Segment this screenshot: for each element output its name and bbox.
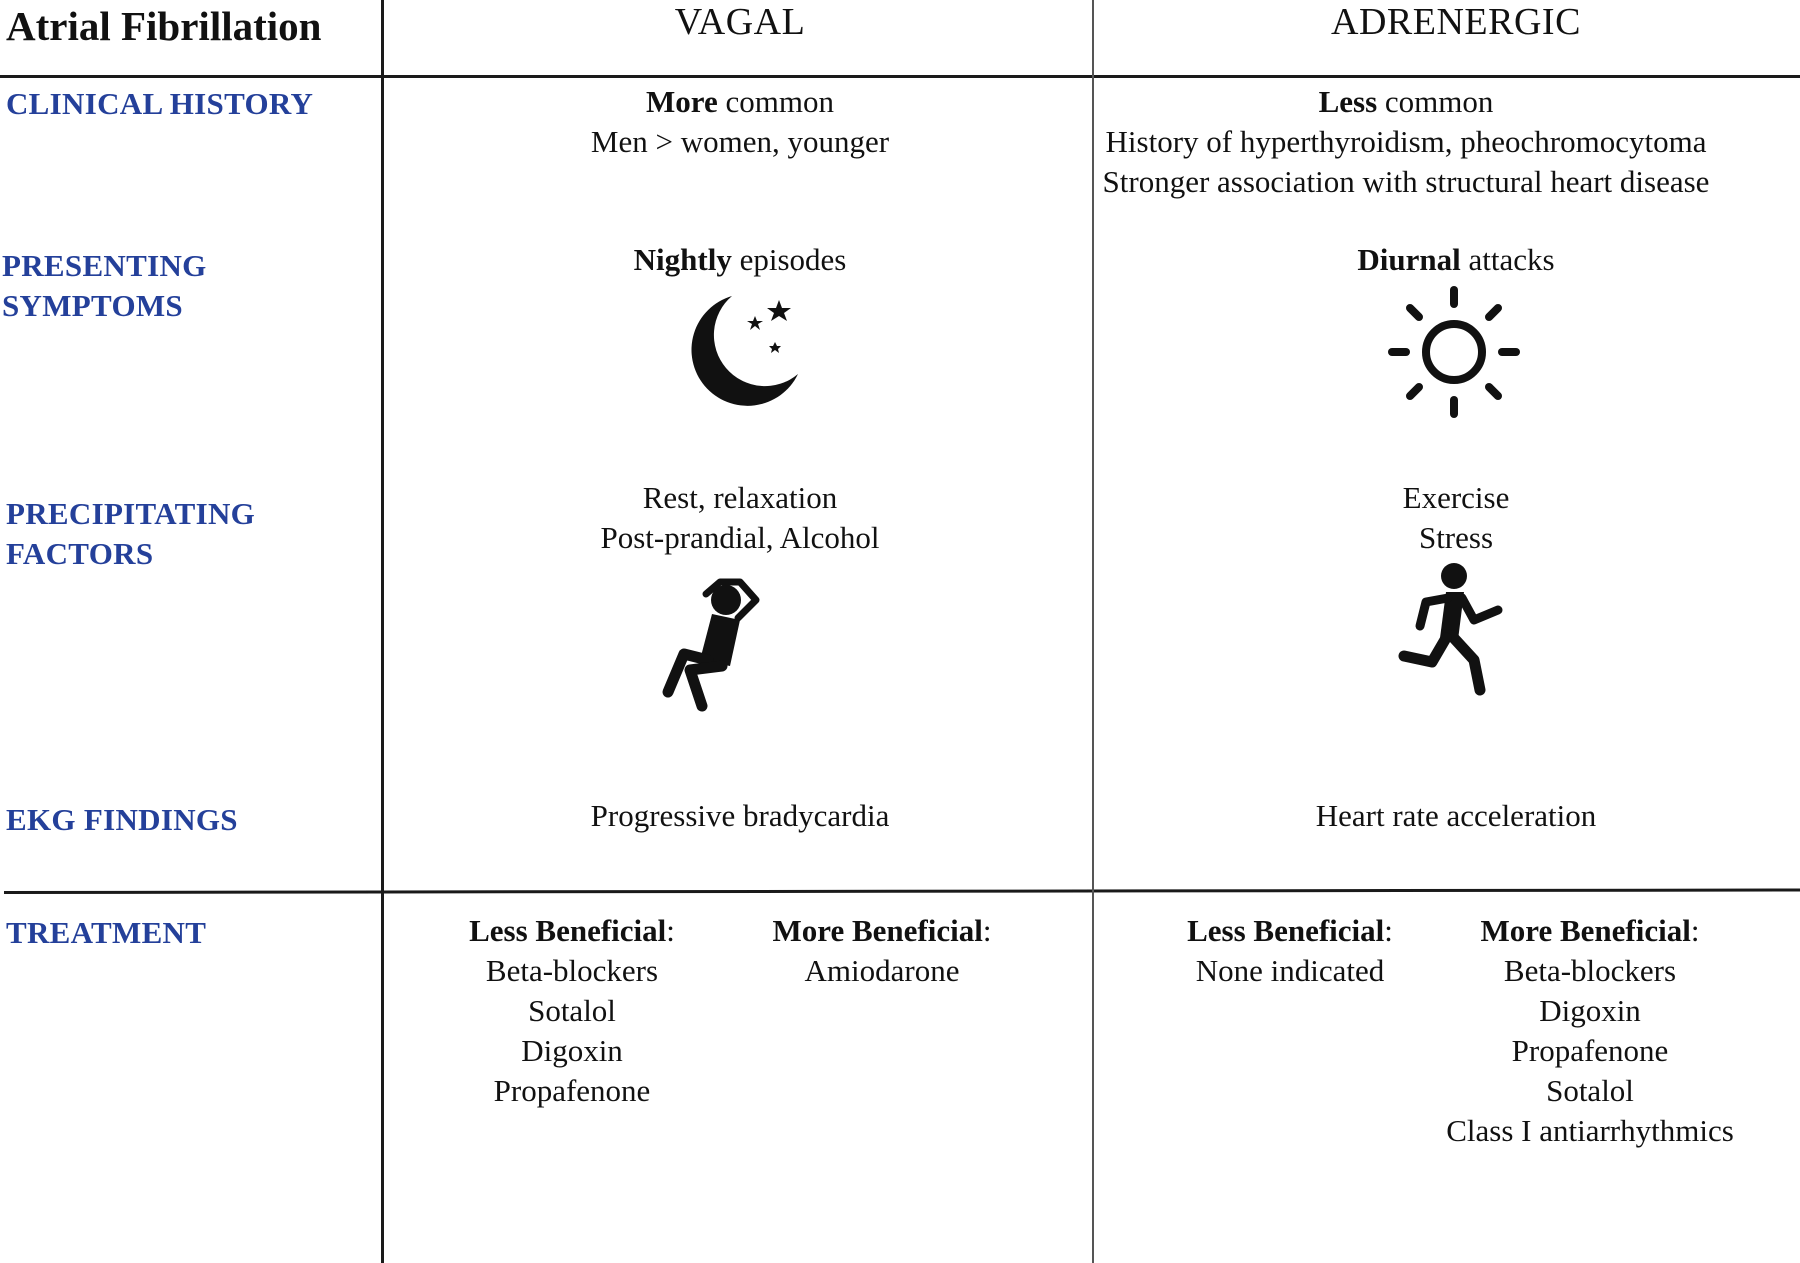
list-item: Propafenone (493, 1073, 651, 1108)
list-item: Digoxin (521, 1033, 623, 1068)
list-header-text: More Beneficial (1480, 913, 1691, 948)
adrenergic-ekg-findings: Heart rate acceleration (1315, 798, 1597, 833)
adrenergic-clinical-history (1056, 82, 1756, 202)
text: Exercise (1402, 480, 1510, 515)
emphasis-text: More (646, 84, 718, 119)
row-label-presenting-symptoms (2, 246, 207, 326)
label-column-divider (381, 0, 384, 1263)
row-label-treatment: TREATMENT (6, 915, 207, 950)
list-item: Propafenone (1511, 1033, 1669, 1068)
adrenergic-presenting-symptoms (1206, 240, 1706, 280)
row-label-line: SYMPTOMS (2, 288, 183, 323)
list-header-text: Less Beneficial (1187, 913, 1385, 948)
list-header (422, 911, 722, 951)
text: episodes (731, 242, 847, 277)
row-label-line: PRECIPITATING (6, 496, 256, 531)
text: Post-prandial, Alcohol (600, 520, 880, 555)
vagal-presenting-symptoms (490, 240, 990, 280)
list-header-text: Less Beneficial (469, 913, 667, 948)
list-item: Sotalol (1546, 1073, 1634, 1108)
list-header (732, 911, 1032, 951)
colon: : (666, 913, 675, 948)
text: Rest, relaxation (642, 480, 838, 515)
vagal-clinical-history (490, 82, 990, 162)
moon-stars-icon (686, 292, 802, 408)
list-item: Class I antiarrhythmics (1446, 1113, 1734, 1148)
emphasis-text: Nightly (633, 242, 732, 277)
vagal-ekg-findings: Progressive bradycardia (590, 798, 890, 833)
row-label-line: PRESENTING (2, 248, 207, 283)
running-person-icon (1398, 562, 1506, 696)
row-label-line: FACTORS (6, 536, 154, 571)
colon: : (1384, 913, 1393, 948)
emphasis-text: Less (1318, 84, 1378, 119)
list-header-text: More Beneficial (772, 913, 983, 948)
text: attacks (1460, 242, 1555, 277)
adrenergic-more-beneficial-list (1390, 911, 1790, 1151)
list-item: Digoxin (1539, 993, 1641, 1028)
column-header-vagal: VAGAL (674, 1, 806, 43)
row-label-precipitating-factors (6, 494, 255, 574)
colon: : (1690, 913, 1700, 948)
column-header-adrenergic: ADRENERGIC (1331, 1, 1581, 43)
list-item: Beta-blockers (485, 953, 659, 988)
emphasis-text: Diurnal (1357, 242, 1461, 277)
adrenergic-precipitating-factors (1206, 478, 1706, 558)
row-label-clinical-history: CLINICAL HISTORY (6, 86, 314, 121)
treatment-divider (4, 888, 1800, 894)
row-label-ekg-findings: EKG FINDINGS (6, 802, 238, 837)
sun-icon (1388, 286, 1520, 418)
vagal-less-beneficial-list (422, 911, 722, 1111)
list-item: None indicated (1195, 953, 1385, 988)
list-item: Amiodarone (804, 953, 960, 988)
list-header (1390, 911, 1790, 951)
header-divider (0, 75, 1800, 78)
text: Men > women, younger (590, 124, 890, 159)
vagal-more-beneficial-list (732, 911, 1032, 991)
list-item: Sotalol (528, 993, 616, 1028)
text: History of hyperthyroidism, pheochromocytoma (1105, 124, 1707, 159)
page-title: Atrial Fibrillation (6, 3, 322, 49)
text: Stress (1418, 520, 1494, 555)
relaxing-person-icon (660, 578, 776, 712)
list-item: Beta-blockers (1503, 953, 1677, 988)
text: Stronger association with structural heart disease (1102, 164, 1710, 199)
text: common (717, 84, 834, 119)
vagal-precipitating-factors (490, 478, 990, 558)
colon: : (982, 913, 992, 948)
text: common (1377, 84, 1494, 119)
